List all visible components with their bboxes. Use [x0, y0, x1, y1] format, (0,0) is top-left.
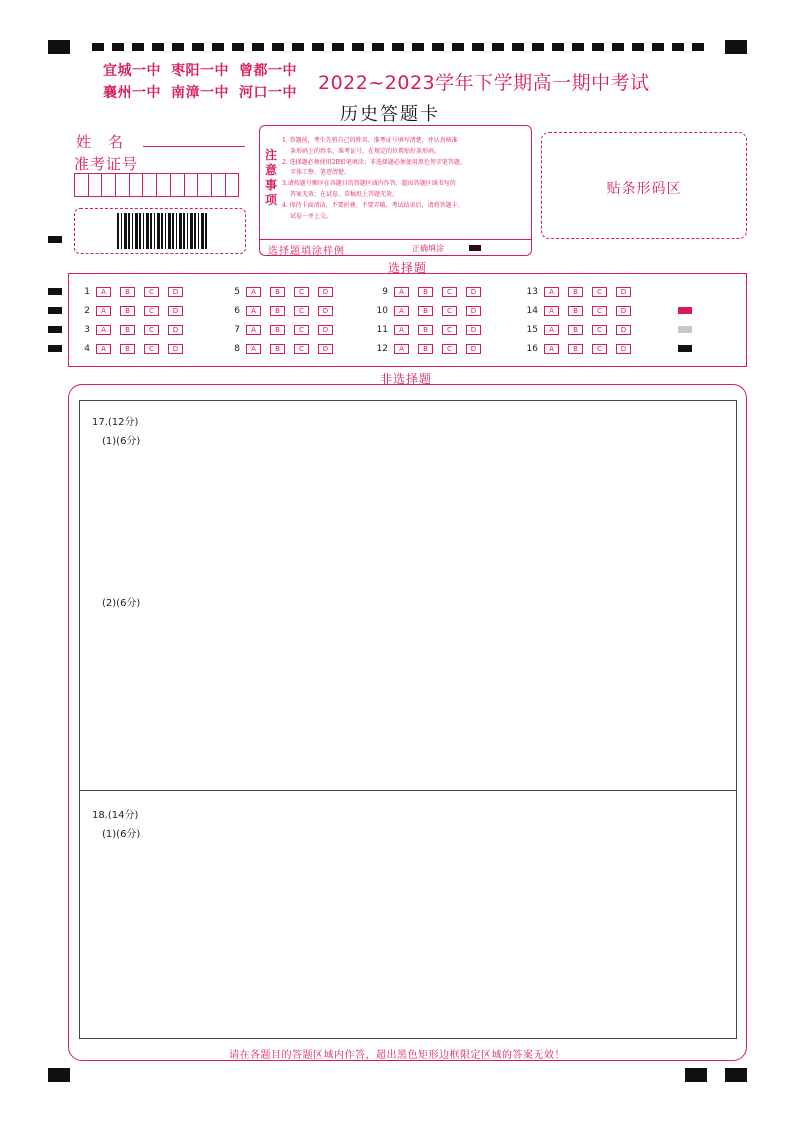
- id-cell[interactable]: [88, 173, 103, 197]
- notice-box: [259, 125, 532, 256]
- question-number: 4: [84, 344, 90, 354]
- option-bubble-b[interactable]: B: [418, 344, 433, 354]
- choice-question: [370, 324, 490, 336]
- color-calibration-swatch: [678, 345, 692, 352]
- option-bubble-c[interactable]: C: [144, 325, 159, 335]
- notice-line: 1. 答题前，考生先将自己的姓名、准考证号填写清楚，并认真核准: [282, 137, 458, 144]
- choice-question: [520, 305, 640, 317]
- option-bubble-b[interactable]: B: [568, 287, 583, 297]
- id-cell[interactable]: [197, 173, 212, 197]
- notice-line: 2. 选择题必须使用2B铅笔填涂；非选择题必须使用黑色签字笔答题，: [282, 158, 466, 166]
- choice-question: [222, 324, 342, 336]
- option-bubble-c[interactable]: C: [294, 325, 309, 335]
- correct-fill-label: 正确填涂: [412, 244, 444, 253]
- option-bubble-b[interactable]: B: [120, 287, 135, 297]
- option-bubble-a[interactable]: A: [246, 325, 261, 335]
- sticker-label: 贴条形码区: [606, 181, 682, 197]
- option-bubble-c[interactable]: C: [442, 306, 457, 316]
- q18-part1-label: (1)(6分): [102, 829, 141, 840]
- question-number: 13: [526, 287, 538, 297]
- option-bubble-d[interactable]: D: [168, 287, 183, 297]
- option-bubble-a[interactable]: A: [246, 287, 261, 297]
- option-bubble-a[interactable]: A: [394, 306, 409, 316]
- barcode-sticker-area: [541, 132, 747, 239]
- id-cell[interactable]: [129, 173, 144, 197]
- timing-mark-top-left: [48, 40, 70, 54]
- q18-label: 18.(14分): [92, 810, 139, 821]
- option-bubble-b[interactable]: B: [120, 344, 135, 354]
- option-bubble-d[interactable]: D: [318, 287, 333, 297]
- option-bubble-c[interactable]: C: [592, 287, 607, 297]
- school-name: 宜城一中: [103, 63, 161, 79]
- option-bubble-c[interactable]: C: [294, 287, 309, 297]
- question-number: 12: [376, 344, 388, 354]
- option-bubble-b[interactable]: B: [270, 287, 285, 297]
- option-bubble-c[interactable]: C: [294, 344, 309, 354]
- timing-mark-left-3: [48, 307, 62, 314]
- choice-question: [520, 343, 640, 355]
- timing-mark-top-row: [92, 43, 707, 51]
- question-number: 8: [234, 344, 240, 354]
- option-bubble-d[interactable]: D: [466, 325, 481, 335]
- q17-part1-label: (1)(6分): [102, 436, 141, 447]
- option-bubble-b[interactable]: B: [418, 325, 433, 335]
- choice-question: [370, 305, 490, 317]
- notice-line: 4. 保持卡面清洁，不要折叠、不要弄破，考试结束后，请将答题卡、: [282, 201, 464, 209]
- correct-fill-mark: [469, 245, 481, 251]
- exam-id-label: 准考证号: [74, 155, 139, 173]
- option-bubble-b[interactable]: B: [270, 325, 285, 335]
- timing-mark-bottom-left: [48, 1068, 70, 1082]
- option-bubble-c[interactable]: C: [592, 306, 607, 316]
- option-bubble-a[interactable]: A: [96, 325, 111, 335]
- option-bubble-b[interactable]: B: [270, 306, 285, 316]
- notice-line: 试卷一并上交。: [290, 212, 333, 220]
- option-bubble-c[interactable]: C: [592, 344, 607, 354]
- question-number: 16: [526, 344, 538, 354]
- option-bubble-d[interactable]: D: [616, 287, 631, 297]
- question-number: 15: [526, 325, 538, 335]
- timing-mark-left-4: [48, 326, 62, 333]
- option-bubble-a[interactable]: A: [394, 287, 409, 297]
- option-bubble-a[interactable]: A: [394, 344, 409, 354]
- option-bubble-d[interactable]: D: [318, 344, 333, 354]
- option-bubble-c[interactable]: C: [442, 325, 457, 335]
- choice-question: [222, 286, 342, 298]
- question-number: 7: [234, 325, 240, 335]
- option-bubble-d[interactable]: D: [616, 344, 631, 354]
- question-number: 5: [234, 287, 240, 297]
- option-bubble-a[interactable]: A: [96, 287, 111, 297]
- school-list: [103, 60, 307, 104]
- school-name: 河口一中: [239, 85, 297, 101]
- choice-question: [72, 305, 192, 317]
- choice-question: [72, 324, 192, 336]
- option-bubble-d[interactable]: D: [466, 306, 481, 316]
- question-divider: [79, 790, 737, 791]
- notice-line: 条形码上的姓名、准考证号，在规定的位置贴好条形码。: [290, 147, 441, 155]
- choice-question: [222, 343, 342, 355]
- school-name: 枣阳一中: [171, 63, 229, 79]
- option-bubble-b[interactable]: B: [120, 325, 135, 335]
- timing-mark-left-5: [48, 345, 62, 352]
- option-bubble-d[interactable]: D: [616, 325, 631, 335]
- open-answer-area[interactable]: [79, 400, 737, 1039]
- color-calibration-swatch: [678, 307, 692, 314]
- option-bubble-b[interactable]: B: [270, 344, 285, 354]
- name-label: 姓 名: [76, 133, 125, 151]
- option-bubble-a[interactable]: A: [544, 287, 559, 297]
- choice-section-title: 选择题: [388, 261, 428, 275]
- question-number: 6: [234, 306, 240, 316]
- option-bubble-c[interactable]: C: [144, 287, 159, 297]
- timing-mark-left-1: [48, 236, 62, 243]
- question-number: 3: [84, 325, 90, 335]
- option-bubble-d[interactable]: D: [168, 344, 183, 354]
- option-bubble-a[interactable]: A: [544, 344, 559, 354]
- id-cell[interactable]: [170, 173, 185, 197]
- option-bubble-c[interactable]: C: [294, 306, 309, 316]
- timing-mark-bottom-right-2: [725, 1068, 747, 1082]
- option-bubble-a[interactable]: A: [544, 306, 559, 316]
- sheet-title: 历史答题卡: [340, 104, 440, 125]
- choice-question: [370, 343, 490, 355]
- footer-warning: 请在各题目的答题区域内作答，超出黑色矩形边框限定区域的答案无效！: [229, 1050, 565, 1061]
- option-bubble-c[interactable]: C: [592, 325, 607, 335]
- fill-sample-label: 选择题填涂样例: [268, 246, 345, 257]
- option-bubble-d[interactable]: D: [616, 306, 631, 316]
- option-bubble-a[interactable]: A: [246, 306, 261, 316]
- option-bubble-b[interactable]: B: [568, 344, 583, 354]
- option-bubble-d[interactable]: D: [168, 306, 183, 316]
- id-cell[interactable]: [101, 173, 116, 197]
- name-field[interactable]: [143, 146, 245, 147]
- school-name: 南漳一中: [171, 85, 229, 101]
- option-bubble-c[interactable]: C: [144, 306, 159, 316]
- choice-question: [520, 286, 640, 298]
- option-bubble-b[interactable]: B: [568, 306, 583, 316]
- option-bubble-a[interactable]: A: [96, 344, 111, 354]
- exam-id-grid[interactable]: [74, 173, 238, 197]
- question-number: 2: [84, 306, 90, 316]
- question-number: 10: [376, 306, 388, 316]
- notice-text: [282, 136, 527, 222]
- notice-line: 3.请按题号顺序在各题目的答题区域内作答，超出答题区域书写的: [282, 180, 456, 188]
- choice-question: [520, 324, 640, 336]
- q17-label: 17.(12分): [92, 417, 139, 428]
- open-section-title: 非选择题: [380, 372, 433, 386]
- exam-title: 2022~2023学年下学期高一期中考试: [318, 72, 650, 94]
- option-bubble-a[interactable]: A: [246, 344, 261, 354]
- option-bubble-d[interactable]: D: [168, 325, 183, 335]
- timing-mark-left-2: [48, 288, 62, 295]
- option-bubble-d[interactable]: D: [466, 344, 481, 354]
- option-bubble-b[interactable]: B: [568, 325, 583, 335]
- option-bubble-b[interactable]: B: [418, 287, 433, 297]
- option-bubble-c[interactable]: C: [442, 344, 457, 354]
- id-cell[interactable]: [74, 173, 89, 197]
- timing-mark-top-right: [725, 40, 747, 54]
- id-cell[interactable]: [156, 173, 171, 197]
- option-bubble-b[interactable]: B: [120, 306, 135, 316]
- notice-heading: 注意事项: [265, 148, 278, 207]
- barcode-image: [117, 213, 207, 249]
- id-cell[interactable]: [225, 173, 240, 197]
- option-bubble-a[interactable]: A: [394, 325, 409, 335]
- id-cell[interactable]: [184, 173, 199, 197]
- choice-question: [72, 343, 192, 355]
- option-bubble-d[interactable]: D: [318, 306, 333, 316]
- id-cell[interactable]: [115, 173, 130, 197]
- option-bubble-a[interactable]: A: [96, 306, 111, 316]
- school-name: 曾都一中: [239, 63, 297, 79]
- option-bubble-c[interactable]: C: [442, 287, 457, 297]
- choice-question: [72, 286, 192, 298]
- question-number: 9: [382, 287, 388, 297]
- option-bubble-a[interactable]: A: [544, 325, 559, 335]
- choice-question: [370, 286, 490, 298]
- option-bubble-d[interactable]: D: [466, 287, 481, 297]
- question-number: 1: [84, 287, 90, 297]
- barcode-area: [74, 208, 246, 254]
- option-bubble-d[interactable]: D: [318, 325, 333, 335]
- timing-mark-bottom-right-1: [685, 1068, 707, 1082]
- notice-line: 答案无效；在试卷、草稿纸上答题无效。: [290, 190, 399, 198]
- question-number: 14: [526, 306, 538, 316]
- option-bubble-b[interactable]: B: [418, 306, 433, 316]
- notice-line: 字体工整、笔迹清楚。: [290, 169, 351, 177]
- notice-divider: [260, 239, 531, 240]
- school-name: 襄州一中: [103, 85, 161, 101]
- choice-question: [222, 305, 342, 317]
- id-cell[interactable]: [142, 173, 157, 197]
- id-cell[interactable]: [211, 173, 226, 197]
- q17-part2-label: (2)(6分): [102, 598, 141, 609]
- question-number: 11: [376, 325, 388, 335]
- option-bubble-c[interactable]: C: [144, 344, 159, 354]
- color-calibration-swatch: [678, 326, 692, 333]
